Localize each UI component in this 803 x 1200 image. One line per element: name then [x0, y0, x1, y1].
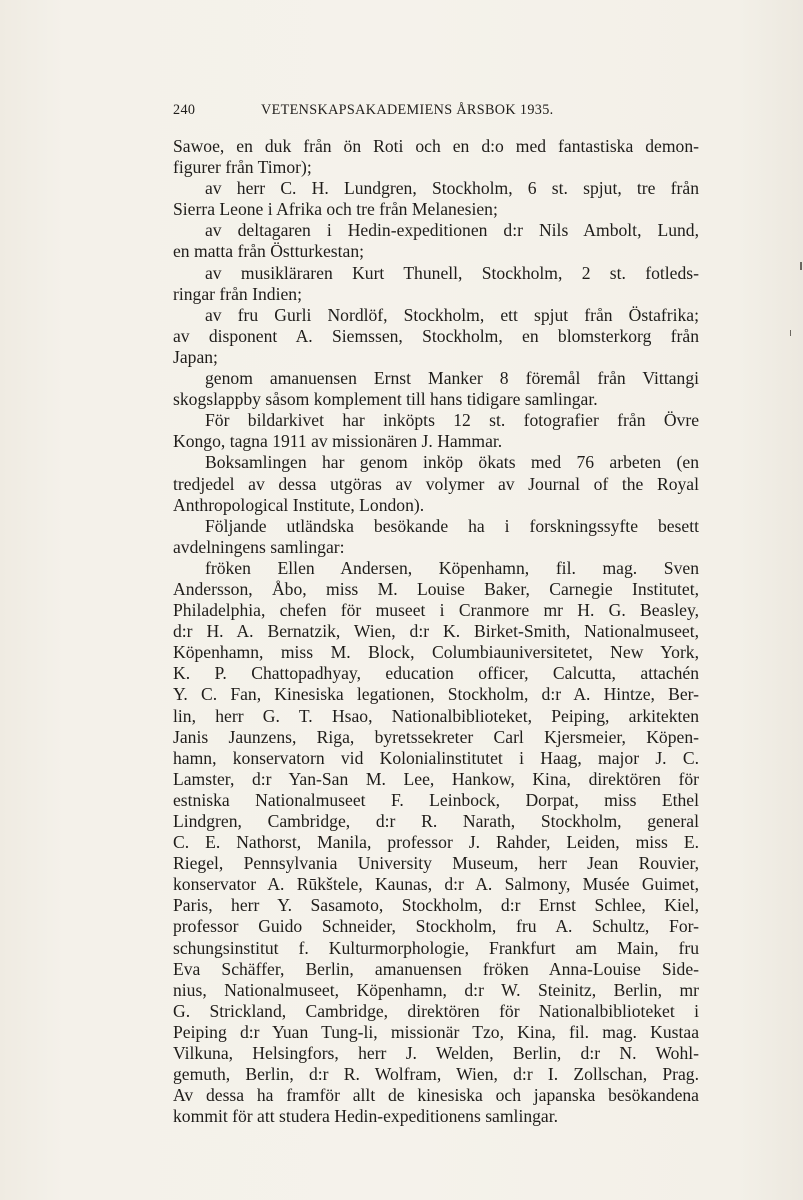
text-line: G. Strickland, Cambridge, direktören för Nationalbiblioteket i — [173, 1000, 699, 1021]
text-line: K. P. Chattopadhyay, education officer, Calcutta, attachén — [173, 663, 699, 684]
text-line: skogslappby såsom komplement till hans tidigare samlingar. — [173, 389, 598, 410]
text-line: genom amanuensen Ernst Manker 8 föremål från Vittangi — [205, 368, 699, 389]
text-line: Japan; — [173, 346, 218, 367]
text-line: kommit för att studera Hedin-expeditionens samlingar. — [173, 1106, 559, 1127]
text-line: Janis Jaunzens, Riga, byretssekreter Carl Kjersmeier, Köpen- — [173, 726, 699, 747]
text-line: av fru Gurli Nordlöf, Stockholm, ett spjut från Östafrika; — [205, 304, 699, 325]
text-line: Lindgren, Cambridge, d:r R. Narath, Stockholm, general — [173, 811, 699, 831]
text-line: hamn, konservatorn vid Kolonialinstitutet i Haag, major J. C. — [173, 747, 699, 768]
text-line: Vilkuna, Helsingfors, herr J. Welden, Berlin, d:r N. Wohl- — [173, 1043, 699, 1064]
text-line: Boksamlingen har genom inköp ökats med 76 arbeten (en — [205, 452, 699, 473]
text-line: en matta från Östturkestan; — [173, 241, 365, 262]
text-line: fröken Ellen Andersen, Köpenhamn, fil. mag. Sven — [205, 557, 699, 578]
text-line: schungsinstitut f. Kulturmorphologie, Frankfurt am Main, fru — [173, 937, 699, 958]
text-line: Kongo, tagna 1911 av missionären J. Hammar. — [173, 431, 503, 452]
body-text — [173, 136, 699, 1127]
text-line: d:r H. A. Bernatzik, Wien, d:r K. Birket-Smith, Nationalmuseet, — [173, 621, 699, 642]
text-line: avdelningens samlingar: — [173, 536, 345, 557]
text-line: Peiping d:r Yuan Tung-li, missionär Tzo, Kina, fil. mag. Kustaa — [173, 1021, 699, 1042]
text-line: av herr C. H. Lundgren, Stockholm, 6 st. spjut, tre från — [205, 178, 699, 199]
text-line: konservator A. Rūkštele, Kaunas, d:r A. Salmony, Musée Guimet, — [173, 874, 699, 895]
text-line: Sierra Leone i Afrika och tre från Melanesien; — [173, 199, 498, 220]
text-line: C. E. Nathorst, Manila, professor J. Rahder, Leiden, miss E. — [173, 832, 699, 853]
text-line: Av dessa ha framför allt de kinesiska och japanska besökandena — [173, 1085, 699, 1106]
text-line: Philadelphia, chefen för museet i Cranmore mr H. G. Beasley, — [173, 600, 699, 621]
text-line: Eva Schäffer, Berlin, amanuensen fröken Anna-Louise Side- — [173, 958, 699, 979]
text-line: gemuth, Berlin, d:r R. Wolfram, Wien, d:r I. Zollschan, Prag. — [173, 1064, 699, 1085]
text-line: av disponent A. Siemssen, Stockholm, en blomsterkorg från — [173, 325, 699, 346]
text-line: av deltagaren i Hedin-expeditionen d:r Nils Ambolt, Lund, — [205, 220, 699, 241]
text-line: Lamster, d:r Yan-San M. Lee, Hankow, Kina, direktören för — [173, 768, 699, 789]
text-line: av musikläraren Kurt Thunell, Stockholm, 2 st. fotleds- — [205, 262, 699, 283]
text-line: tredjedel av dessa utgöras av volymer av Journal of the Royal — [173, 473, 699, 494]
margin-mark — [800, 262, 802, 270]
text-line: Anthropological Institute, London). — [173, 494, 425, 515]
text-line: lin, herr G. T. Hsao, Nationalbiblioteket, Peiping, arkitekten — [173, 705, 699, 726]
running-title: VETENSKAPSAKADEMIENS ÅRSBOK 1935. — [261, 102, 554, 118]
text-line: Följande utländska besökande ha i forskningssyfte besett — [205, 515, 699, 536]
text-line: nius, Nationalmuseet, Köpenhamn, d:r W. Steinitz, Berlin, mr — [173, 979, 699, 1000]
text-line: Köpenhamn, miss M. Block, Columbiauniversitetet, New York, — [173, 642, 699, 663]
page-number: 240 — [173, 102, 196, 118]
text-line: Andersson, Åbo, miss M. Louise Baker, Carnegie Institutet, — [173, 578, 699, 599]
text-line: ringar från Indien; — [173, 283, 302, 304]
text-line: Paris, herr Y. Sasamoto, Stockholm, d:r Ernst Schlee, Kiel, — [173, 895, 699, 916]
text-line: Riegel, Pennsylvania University Museum, herr Jean Rouvier, — [173, 853, 699, 874]
margin-mark — [790, 330, 791, 336]
text-line: För bildarkivet har inköpts 12 st. fotografier från Övre — [205, 410, 699, 431]
text-line: estniska Nationalmuseet F. Leinbock, Dorpat, miss Ethel — [173, 789, 699, 810]
text-line: Sawoe, en duk från ön Roti och en d:o med fantastiska demon- — [173, 136, 699, 156]
text-line: professor Guido Schneider, Stockholm, fru A. Schultz, For- — [173, 916, 699, 937]
text-line: figurer från Timor); — [173, 157, 312, 178]
text-line: Y. C. Fan, Kinesiska legationen, Stockholm, d:r A. Hintze, Ber- — [173, 684, 699, 705]
